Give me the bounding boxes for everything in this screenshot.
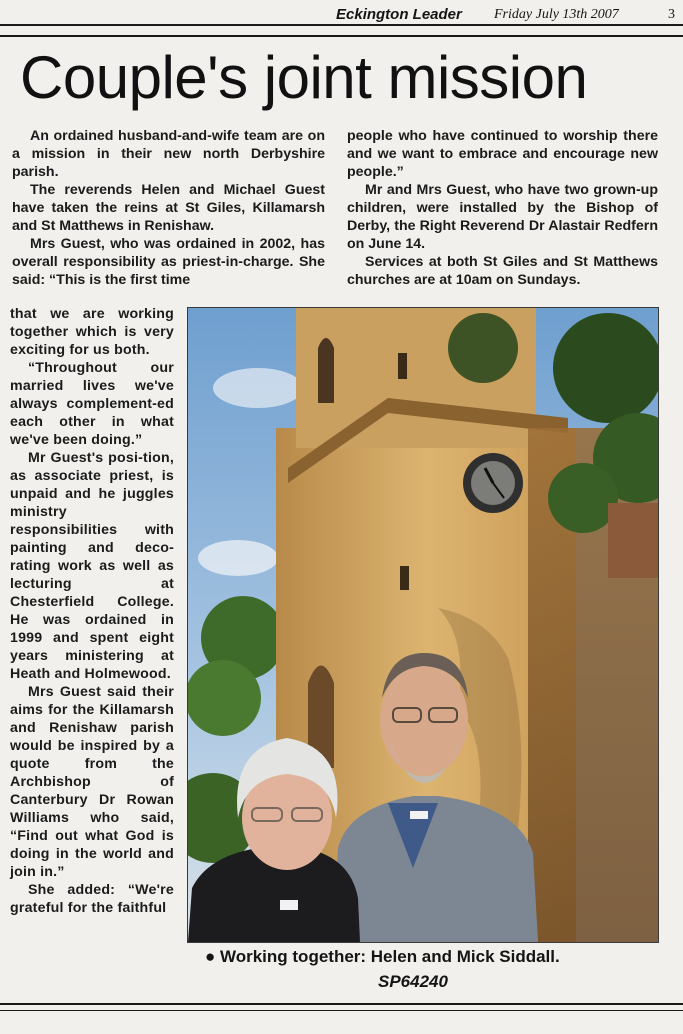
woman-collar bbox=[280, 900, 298, 910]
paragraph: An ordained husband-and-wife team are on a mission in their new north Derbyshire parish. bbox=[12, 128, 325, 180]
photo-reference-code: SP64240 bbox=[378, 972, 448, 991]
article-column-narrow bbox=[10, 305, 174, 917]
church-photo bbox=[187, 307, 659, 943]
paragraph: The reverends Helen and Michael Guest have taken the reins at St Giles, Killamarsh and St Matthews in Renishaw. bbox=[12, 182, 325, 234]
ivy-foliage bbox=[448, 313, 518, 383]
top-rule bbox=[0, 24, 683, 26]
paragraph: that we are working together which is very exciting for us both. bbox=[10, 306, 174, 358]
paragraph: Mr Guest's posi-tion, as associate priest, is unpaid and he juggles ministry responsibilities with painting and deco-rating work as well as lecturing at Chesterfield College. He was ordained in 1999 and spent eight years ministering at Heath and Holmewood. bbox=[10, 450, 174, 682]
cloud bbox=[213, 368, 303, 408]
bottom-rule bbox=[0, 1003, 683, 1005]
church-photo-illustration bbox=[188, 308, 658, 942]
paragraph: She added: “We're grateful for the faithful bbox=[10, 882, 174, 916]
paragraph: Mr and Mrs Guest, who have two grown-up children, were installed by the Bishop of Derby, the Right Reverend Dr Alastair Redfern on June 14. bbox=[347, 182, 658, 252]
article-headline: Couple's joint mission bbox=[20, 44, 588, 111]
cloud bbox=[198, 540, 278, 576]
paragraph: “Throughout our married lives we've always complement-ed each other in what we've been doing.” bbox=[10, 360, 174, 448]
ivy-foliage bbox=[548, 463, 618, 533]
article-column-top-right bbox=[347, 127, 658, 289]
roof-tiles bbox=[608, 503, 658, 578]
header-rule bbox=[0, 35, 683, 37]
belfry-window bbox=[318, 338, 334, 403]
ivy-foliage bbox=[553, 313, 658, 423]
page-number: 3 bbox=[668, 7, 675, 22]
paragraph: Mrs Guest said their aims for the Killamarsh and Renishaw parish would be inspired by a quote from the Archbishop of Canterbury Dr Rowan Williams who said, “Find out what God is doing in the world and join in.” bbox=[10, 684, 174, 880]
bottom-rule-thin bbox=[0, 1010, 683, 1011]
tree-foliage bbox=[188, 660, 261, 736]
man-collar bbox=[410, 811, 428, 819]
photo-caption: ● Working together: Helen and Mick Siddall. bbox=[205, 947, 560, 966]
paragraph: Mrs Guest, who was ordained in 2002, has overall responsibility as priest-in-charge. She said: “This is the first time bbox=[12, 236, 325, 288]
publication-name: Eckington Leader bbox=[336, 6, 462, 23]
paragraph: Services at both St Giles and St Matthews churches are at 10am on Sundays. bbox=[347, 254, 658, 288]
publication-date: Friday July 13th 2007 bbox=[494, 7, 619, 22]
article-column-top-left bbox=[12, 127, 325, 289]
paragraph: people who have continued to worship there and we want to embrace and encourage new people.” bbox=[347, 128, 658, 180]
slit-window bbox=[398, 353, 407, 379]
slit-window bbox=[400, 566, 409, 590]
